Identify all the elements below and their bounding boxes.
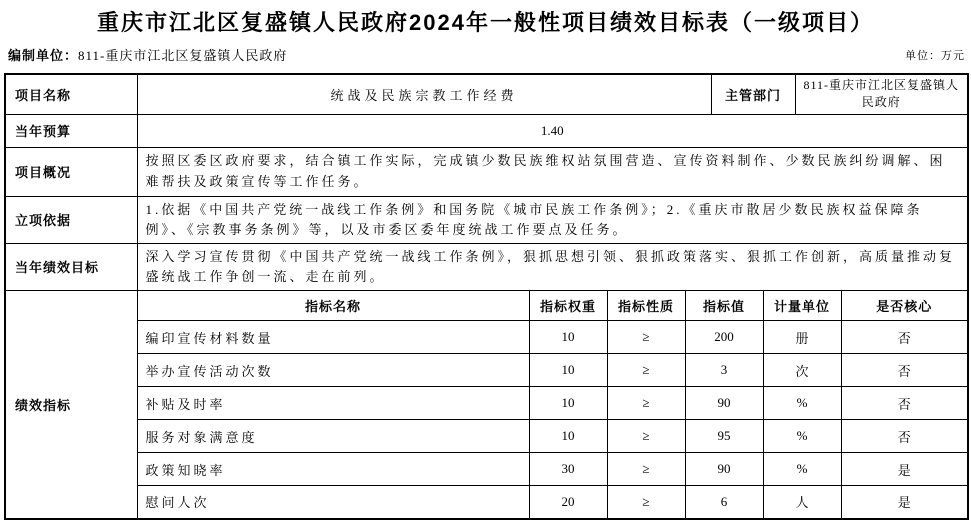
goal-row (5, 243, 968, 290)
indicator-weight-cell: 20 (529, 486, 607, 519)
indicator-core-cell: 是 (841, 453, 968, 486)
basis-label-cell: 立项依据 (5, 196, 137, 243)
indicator-name-cell: 补贴及时率 (137, 387, 529, 420)
indicator-row (5, 486, 968, 519)
indicator-name-cell: 服务对象满意度 (137, 420, 529, 453)
indicator-name-cell: 编印宣传材料数量 (137, 321, 529, 354)
indicator-nature-cell: ≥ (607, 354, 685, 387)
indicator-header-name: 指标名称 (137, 291, 529, 321)
indicator-nature-cell: ≥ (607, 387, 685, 420)
indicator-weight-cell: 10 (529, 354, 607, 387)
dept-label-cell: 主管部门 (711, 74, 795, 114)
indicator-name-cell: 举办宣传活动次数 (137, 354, 529, 387)
indicator-row (5, 453, 968, 486)
indicator-header-value: 指标值 (685, 291, 763, 321)
indicator-weight-cell: 10 (529, 321, 607, 354)
indicator-nature-cell: ≥ (607, 486, 685, 519)
overview-label-cell: 项目概况 (5, 147, 137, 196)
indicator-header-nature: 指标性质 (607, 291, 685, 321)
indicator-core-cell: 是 (841, 486, 968, 519)
indicator-core-cell: 否 (841, 387, 968, 420)
indicator-core-cell: 否 (841, 321, 968, 354)
indicator-row (5, 321, 968, 354)
project-name-row (5, 74, 968, 114)
indicator-unit-cell: % (763, 453, 841, 486)
dept-value-cell: 811-重庆市江北区复盛镇人民政府 (795, 74, 968, 114)
performance-target-table (4, 73, 969, 520)
indicator-weight-cell: 30 (529, 453, 607, 486)
meta-row (8, 45, 965, 64)
overview-text-cell: 按照区委区政府要求，结合镇工作实际，完成镇少数民族维权站氛围营造、宣传资料制作、少数民族纠纷调解、困难帮扶及政策宣传等工作任务。 (137, 147, 968, 196)
indicator-name-cell: 政策知晓率 (137, 453, 529, 486)
indicator-header-core: 是否核心 (841, 291, 968, 321)
indicator-unit-cell: 次 (763, 354, 841, 387)
overview-row (5, 147, 968, 196)
indicator-header-unit: 计量单位 (763, 291, 841, 321)
indicator-value-cell: 90 (685, 387, 763, 420)
indicator-value-cell: 90 (685, 453, 763, 486)
indicator-value-cell: 6 (685, 486, 763, 519)
indicator-row (5, 420, 968, 453)
indicator-unit-cell: % (763, 420, 841, 453)
basis-text-cell: 1.依据《中国共产党统一战线工作条例》和国务院《城市民族工作条例》；2.《重庆市散居少数民族权益保障条例》、《宗教事务条例》等，以及市委区委年度统战工作要点及任务。 (137, 196, 968, 243)
indicator-row (5, 387, 968, 420)
project-name-label-cell: 项目名称 (5, 74, 137, 114)
page-title: 重庆市江北区复盛镇人民政府2024年一般性项目绩效目标表（一级项目） (97, 10, 874, 35)
indicator-header-weight: 指标权重 (529, 291, 607, 321)
indicators-section-label-cell: 绩效指标 (5, 291, 137, 519)
indicator-name-cell: 慰问人次 (137, 486, 529, 519)
indicator-header-row (5, 291, 968, 321)
indicator-unit-cell: 人 (763, 486, 841, 519)
indicator-value-cell: 95 (685, 420, 763, 453)
budget-label-cell: 当年预算 (5, 114, 137, 147)
unit-note: 单位：万元 (905, 50, 965, 62)
indicator-value-cell: 200 (685, 321, 763, 354)
indicator-weight-cell: 10 (529, 387, 607, 420)
indicator-weight-cell: 10 (529, 420, 607, 453)
indicator-core-cell: 否 (841, 420, 968, 453)
project-name-value-cell: 统战及民族宗教工作经费 (137, 74, 711, 114)
goal-text-cell: 深入学习宣传贯彻《中国共产党统一战线工作条例》，狠抓思想引领、狠抓政策落实、狠抓工作创新，高质量推动复盛统战工作争创一流、走在前列。 (137, 243, 968, 290)
indicator-core-cell: 否 (841, 354, 968, 387)
indicator-unit-cell: % (763, 387, 841, 420)
budget-value-cell: 1.40 (137, 114, 968, 147)
basis-row (5, 196, 968, 243)
budget-row (5, 114, 968, 147)
indicator-nature-cell: ≥ (607, 420, 685, 453)
indicator-nature-cell: ≥ (607, 321, 685, 354)
indicator-value-cell: 3 (685, 354, 763, 387)
prepared-by (8, 45, 287, 64)
goal-label-cell: 当年绩效目标 (5, 243, 137, 290)
prepared-by-label: 编制单位： (8, 48, 79, 63)
prepared-by-value: 811-重庆市江北区复盛镇人民政府 (78, 48, 288, 63)
indicator-nature-cell: ≥ (607, 453, 685, 486)
indicator-row (5, 354, 968, 387)
indicator-unit-cell: 册 (763, 321, 841, 354)
